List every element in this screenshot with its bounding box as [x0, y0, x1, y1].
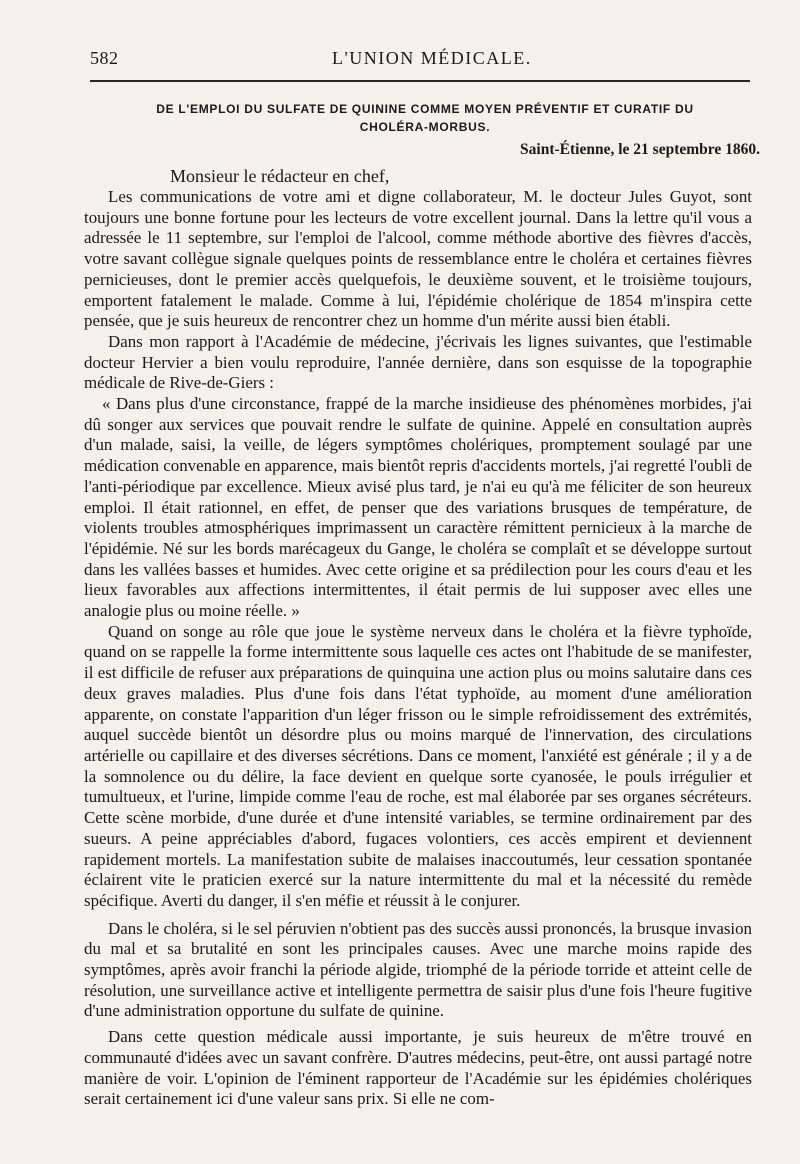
journal-title: L'UNION MÉDICALE. — [332, 48, 532, 68]
paragraph-1: Les communications de votre ami et digne collaborateur, M. le docteur Jules Guyot, sont toujours une bonne fortune pour les lecteurs de votre excellent journal. Dans la lettre qu'il vous a adressée le 11 septembre, sur l'emploi de l'alcool, comme méthode abortive des fièvres d'accès, votre savant collègue signale quelques points de ressemblance entre le choléra et certaines fièvres pernicieuses, dont le premier accès quelquefois, le deuxième souvent, et le troisième toujours, emportent fatalement le malade. Comme à lui, l'épidémie cholérique de 1854 m'inspira cette pensée, que je suis heureux de rencontrer chez un homme d'un mérite aussi bien établi. — [84, 187, 752, 331]
article-body — [84, 187, 752, 1110]
paragraph-6: Dans cette question médicale aussi importante, je suis heureux de m'être trouvé en communauté d'idées avec un savant confrère. D'autres médecins, peut-être, ont aussi partagé notre manière de voir. L'opinion de l'éminent rapporteur de l'Académie sur les épidémies cholériques serait certainement ici d'une valeur sans prix. Si elle ne com- — [84, 1027, 752, 1109]
paragraph-4: Quand on songe au rôle que joue le système nerveux dans le choléra et la fièvre typhoïde, quand on se rappelle la forme intermittente sous laquelle ces actes ont l'habitude de se manifester, il est difficile de refuser aux préparations de quinquina une action plus ou moins salutaire dans ces deux graves maladies. Plus d'une fois dans l'état typhoïde, au moment d'une amélioration apparente, on constate l'apparition d'un léger frisson ou le simple refroidissement des extrémités, auquel succède bientôt un désordre plus ou moins marqué de l'innervation, des circulations artérielle ou capillaire et des diverses sécrétions. Dans ce moment, l'anxiété est générale ; il y a de la somnolence ou du délire, la face devient en quelque sorte cyanosée, le pouls irrégulier et tumultueux, et l'urine, limpide comme l'eau de roche, est mal élaborée par ses organes sécréteurs. Cette scène morbide, d'une durée et d'une intensité variables, se termine ordinairement par des sueurs. A peine appréciables d'abord, fugaces volontiers, ces accès empirent et deviennent rapidement mortels. La manifestation subite de malaises inaccoutumés, leur cessation spontanée éclairent vite le praticien exercé sur la nature intermittente du mal et la nécessité du remède spécifique. Averti du danger, il s'en méfie et réussit à le conjurer. — [84, 621, 752, 910]
dateline: Saint-Étienne, le 21 septembre 1860. — [520, 141, 760, 158]
paragraph-5: Dans le choléra, si le sel péruvien n'obtient pas des succès aussi prononcés, la brusque invasion du mal et sa brutalité en sont les principales causes. Avec une marche moins rapide des symptômes, après avoir franchi la période algide, triomphé de la période torride et atteint celle de résolution, une surveillance active et intelligente permettra de saisir plus d'une fois l'heure fugitive d'une administration opportune du sulfate de quinine. — [84, 918, 752, 1021]
running-head — [90, 44, 760, 74]
article-title-line-1: DE L'EMPLOI DU SULFATE DE QUININE COMME MOYEN PRÉVENTIF ET CURATIF DU — [156, 102, 694, 116]
header-rule — [90, 80, 750, 82]
article-title — [90, 100, 760, 136]
paragraph-quote: « Dans plus d'une circonstance, frappé de la marche insidieuse des phénomènes morbides, j'ai dû songer aux services que pouvait rendre le sulfate de quinine. Appelé en consultation auprès d'un malade, saisi, la veille, de légers symptômes cholériques, promptement soulagé par une médication convenable en apparence, mais bientôt repris d'accidents mortels, j'ai regretté l'oubli de l'anti-périodique par excellence. Mieux avisé plus tard, je n'ai eu qu'à me féliciter de son heureux emploi. Il était rationnel, en effet, de penser que des variations brusques de température, de violents troubles atmosphériques imprimassent un caractère rémittent pernicieux à la marche de l'épidémie. Né sur les bords marécageux du Gange, le choléra se complaît et se développe surtout dans les vallées basses et humides. Avec cette origine et sa prédilection pour les cours d'eau et les lieux favorables aux affections intermittentes, il était permis de lui supposer avec elles une analogie plus ou moine réelle. » — [84, 394, 752, 621]
article-title-line-2: CHOLÉRA-MORBUS. — [359, 120, 491, 134]
paragraph-2: Dans mon rapport à l'Académie de médecine, j'écrivais les lignes suivantes, que l'estimable docteur Hervier a bien voulu reproduire, l'année dernière, dans son esquisse de la topographie médicale de Rive-de-Giers : — [84, 331, 752, 393]
page-number: 582 — [90, 48, 119, 68]
salutation: Monsieur le rédacteur en chef, — [170, 166, 390, 186]
